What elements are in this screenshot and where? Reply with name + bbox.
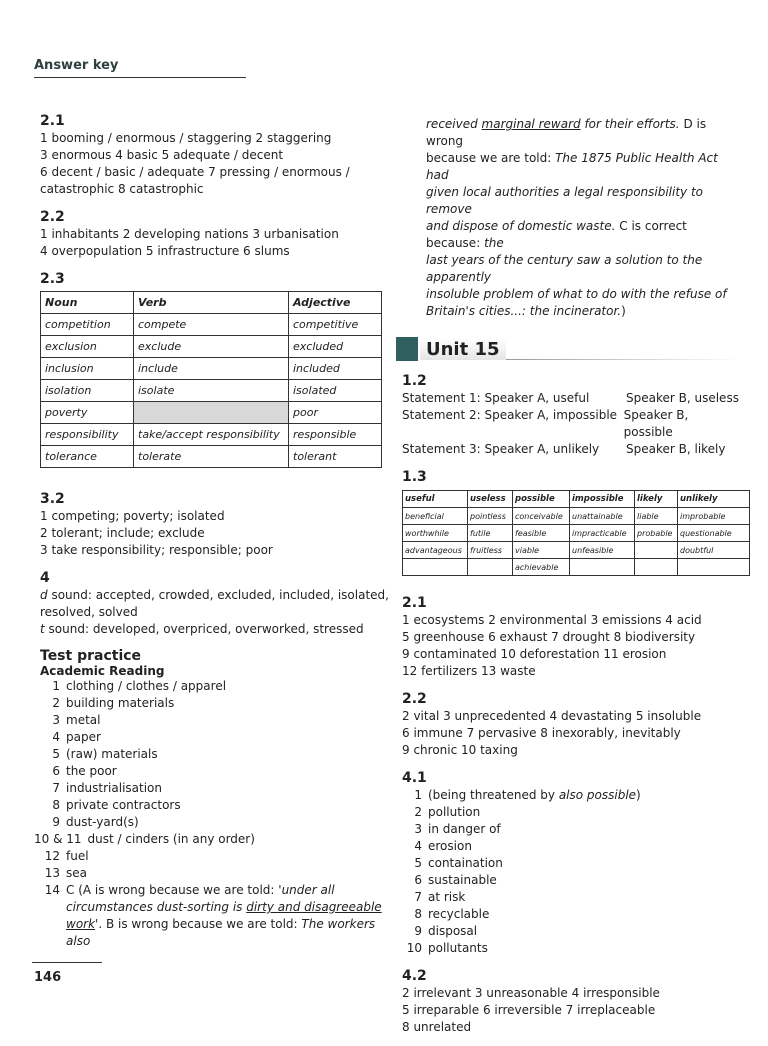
table-header: useful xyxy=(403,491,468,508)
table-cell: fruitless xyxy=(468,542,513,559)
statement-right: Speaker B, possible xyxy=(623,408,689,439)
section-1-2 xyxy=(402,372,740,458)
item-number: 12 xyxy=(44,849,60,863)
table-header-row xyxy=(41,292,382,314)
table-cell: achievable xyxy=(513,559,570,576)
synonyms-table xyxy=(402,490,750,576)
underlined-text: marginal reward xyxy=(481,117,581,131)
item-number: 3 xyxy=(414,822,422,836)
section-2-2 xyxy=(40,208,386,260)
answer-line: 9 contaminated 10 deforestation 11 erosion xyxy=(402,647,667,661)
table-header: likely xyxy=(635,491,678,508)
table-cell: worthwhile xyxy=(403,525,468,542)
text-run: C (A is wrong because we are told: ' xyxy=(66,883,282,897)
quote-run: received xyxy=(426,117,482,131)
d-sound-line xyxy=(40,587,389,604)
item-number: 10 & 11 xyxy=(34,832,82,846)
item-number: 8 xyxy=(414,907,422,921)
item-number: 9 xyxy=(414,924,422,938)
list-item xyxy=(40,797,386,814)
text-run: C is correct because: xyxy=(426,219,687,250)
table-cell xyxy=(570,559,635,576)
unit-title: Unit 15 xyxy=(420,339,506,360)
section-heading: 2.3 xyxy=(40,271,65,287)
quote-run: The 1875 Public Health Act had xyxy=(426,151,718,182)
quote-run: the xyxy=(484,236,504,250)
statement-right: Speaker B, useless xyxy=(626,391,739,405)
table-cell: beneficial xyxy=(403,508,468,525)
item-number: 14 xyxy=(44,883,60,897)
table-cell: futile xyxy=(468,525,513,542)
item-number: 3 xyxy=(52,713,60,727)
section-heading: 1.2 xyxy=(402,373,427,389)
list-item xyxy=(402,838,740,855)
item-text: (raw) materials xyxy=(66,747,158,761)
table-cell: unattainable xyxy=(570,508,635,525)
text-line: given local authorities a legal responsibility to remove xyxy=(426,185,704,216)
table-cell: probable xyxy=(635,525,678,542)
item-text: pollution xyxy=(428,805,481,819)
list-item xyxy=(40,746,386,763)
text-line xyxy=(426,116,740,150)
item-number: 7 xyxy=(414,890,422,904)
quote-run: also possible xyxy=(558,788,637,802)
section-heading: 2.1 xyxy=(402,595,427,611)
list-item xyxy=(40,814,386,831)
table-cell: exclude xyxy=(134,336,289,358)
statement-row xyxy=(402,407,740,441)
table-cell: compete xyxy=(134,314,289,336)
text-line xyxy=(426,150,740,184)
item-14-text xyxy=(66,882,386,950)
table-header: Adjective xyxy=(289,292,382,314)
section-heading: 1.3 xyxy=(402,469,427,485)
answer-line: 1 inhabitants 2 developing nations 3 urbanisation xyxy=(40,227,339,241)
section-heading: 4.2 xyxy=(402,968,427,984)
table-cell: excluded xyxy=(289,336,382,358)
statement-left: Statement 2: Speaker A, impossible xyxy=(402,408,618,422)
item-text: fuel xyxy=(66,849,89,863)
item-text: pollutants xyxy=(428,941,488,955)
list-item xyxy=(34,831,386,848)
statement-left: Statement 1: Speaker A, useful xyxy=(402,391,590,405)
section-4-1 xyxy=(402,769,740,957)
statement-left: Statement 3: Speaker A, unlikely xyxy=(402,442,600,456)
table-row xyxy=(41,402,382,424)
table-cell xyxy=(635,559,678,576)
d-sound-line-cont: resolved, solved xyxy=(40,605,138,619)
item-text: the poor xyxy=(66,764,117,778)
table-cell xyxy=(468,559,513,576)
section-heading: 2.2 xyxy=(40,209,65,225)
section-3-2 xyxy=(40,490,386,559)
table-cell: feasible xyxy=(513,525,570,542)
list-item xyxy=(402,872,740,889)
table-cell: doubtful xyxy=(678,542,750,559)
table-cell: conceivable xyxy=(513,508,570,525)
table-cell: tolerance xyxy=(41,446,134,468)
list-item xyxy=(402,787,740,804)
table-cell: unfeasible xyxy=(570,542,635,559)
list-item xyxy=(402,821,740,838)
quote-run: under all xyxy=(281,883,335,897)
underlined-text: work xyxy=(66,917,96,931)
test-answers xyxy=(34,678,386,950)
text-run: ) xyxy=(636,788,641,802)
item-14-continuation xyxy=(426,116,740,320)
table-header: Verb xyxy=(134,292,289,314)
table-cell: impracticable xyxy=(570,525,635,542)
section-1-3 xyxy=(402,468,740,576)
table-header-row xyxy=(403,491,750,508)
item-number: 13 xyxy=(44,866,60,880)
item-number: 1 xyxy=(414,788,422,802)
test-practice xyxy=(34,648,386,950)
section-heading: 2.2 xyxy=(402,691,427,707)
table-cell: responsible xyxy=(289,424,382,446)
answer-line: 5 greenhouse 6 exhaust 7 drought 8 biodiversity xyxy=(402,630,696,644)
unit-rule xyxy=(506,359,740,360)
item-text: in danger of xyxy=(428,822,501,836)
section-4 xyxy=(40,569,389,638)
table-cell: inclusion xyxy=(41,358,134,380)
text-run: ) xyxy=(621,304,626,318)
answer-line: 2 irrelevant 3 unreasonable 4 irresponsible xyxy=(402,986,660,1000)
statement-row xyxy=(402,441,740,458)
list-item xyxy=(40,780,386,797)
header-title: Answer key xyxy=(34,58,119,73)
section-4-2 xyxy=(402,967,740,1036)
table-cell xyxy=(678,559,750,576)
academic-reading-title: Academic Reading xyxy=(40,664,165,678)
quote-run-underlined xyxy=(246,900,381,914)
item-text: building materials xyxy=(66,696,175,710)
list-item xyxy=(402,906,740,923)
list-item xyxy=(402,940,740,957)
quote-run: and dispose of domestic waste. xyxy=(426,219,616,233)
table-cell: competitive xyxy=(289,314,382,336)
section-heading: 4.1 xyxy=(402,770,427,786)
item-text: paper xyxy=(66,730,101,744)
table-cell: questionable xyxy=(678,525,750,542)
table-cell: isolated xyxy=(289,380,382,402)
page-header xyxy=(34,58,246,78)
list-item xyxy=(40,712,386,729)
text-run: (being threatened by xyxy=(428,788,559,802)
list-item xyxy=(40,678,386,695)
list-item xyxy=(402,889,740,906)
right-column xyxy=(400,116,740,1046)
section-2-1-right xyxy=(402,594,740,680)
d-label: d xyxy=(40,588,48,602)
table-cell: poverty xyxy=(41,402,134,424)
table-row xyxy=(41,336,382,358)
test-practice-title: Test practice xyxy=(40,648,142,664)
item-text: dust / cinders (in any order) xyxy=(87,832,255,846)
quote-run-underlined xyxy=(66,917,95,931)
table-row xyxy=(41,358,382,380)
answer-line: 3 enormous 4 basic 5 adequate / decent xyxy=(40,148,284,162)
answer-line: 5 irreparable 6 irreversible 7 irreplaceable xyxy=(402,1003,656,1017)
table-cell: exclusion xyxy=(41,336,134,358)
quote-run: Britain's cities...: the incinerator. xyxy=(426,304,622,318)
item-number: 5 xyxy=(52,747,60,761)
item-number: 10 xyxy=(406,941,422,955)
table-cell xyxy=(403,559,468,576)
section-2-2-right xyxy=(402,690,740,759)
footer-rule xyxy=(32,962,102,963)
item-text: private contractors xyxy=(66,798,181,812)
unit-heading xyxy=(396,336,740,362)
answer-line: 9 chronic 10 taxing xyxy=(402,743,518,757)
statement-right: Speaker B, likely xyxy=(626,442,726,456)
item-number: 8 xyxy=(52,798,60,812)
item-text xyxy=(428,787,641,804)
list-item xyxy=(40,763,386,780)
table-header: Noun xyxy=(41,292,134,314)
table-row xyxy=(41,380,382,402)
answer-line: 3 take responsibility; responsible; poor xyxy=(40,543,273,557)
table-cell: improbable xyxy=(678,508,750,525)
item-number: 4 xyxy=(414,839,422,853)
table-row xyxy=(403,508,750,525)
text-line xyxy=(426,218,740,252)
table-cell: competition xyxy=(41,314,134,336)
section-2-1 xyxy=(40,112,386,198)
answer-line: catastrophic 8 catastrophic xyxy=(40,182,204,196)
item-text: clothing / clothes / apparel xyxy=(66,679,227,693)
answer-line: 1 booming / enormous / staggering 2 staggering xyxy=(40,131,332,145)
quote-run: circumstances dust-sorting is xyxy=(66,900,247,914)
item-number: 4 xyxy=(52,730,60,744)
table-cell: isolate xyxy=(134,380,289,402)
answer-line: 6 decent / basic / adequate 7 pressing / enormous / xyxy=(40,165,350,179)
table-cell: tolerant xyxy=(289,446,382,468)
item-text: disposal xyxy=(428,924,478,938)
answer-line: 2 vital 3 unprecedented 4 devastating 5 insoluble xyxy=(402,709,702,723)
list-item xyxy=(40,695,386,712)
word-forms-table xyxy=(40,291,382,468)
item-text: containation xyxy=(428,856,503,870)
item-text: erosion xyxy=(428,839,472,853)
table-cell xyxy=(635,542,678,559)
section-heading: 4 xyxy=(40,570,50,586)
item-number: 6 xyxy=(52,764,60,778)
text-line xyxy=(426,303,740,320)
table-header: unlikely xyxy=(678,491,750,508)
list-item-14 xyxy=(40,882,386,950)
table-header: useless xyxy=(468,491,513,508)
item-text: metal xyxy=(66,713,101,727)
table-cell: isolation xyxy=(41,380,134,402)
table-row xyxy=(403,525,750,542)
t-sound-line xyxy=(40,621,386,638)
table-row xyxy=(403,559,750,576)
item-number: 5 xyxy=(414,856,422,870)
table-cell-shaded xyxy=(134,402,289,424)
answer-line: 8 unrelated xyxy=(402,1020,472,1034)
answer-line: 2 tolerant; include; exclude xyxy=(40,526,205,540)
table-header: possible xyxy=(513,491,570,508)
item-text: at risk xyxy=(428,890,466,904)
text-line: insoluble problem of what to do with the refuse of xyxy=(426,287,727,301)
item-text: sea xyxy=(66,866,87,880)
quote-run: for their efforts. xyxy=(580,117,680,131)
item-text: industrialisation xyxy=(66,781,162,795)
answer-line: 4 overpopulation 5 infrastructure 6 slums xyxy=(40,244,290,258)
table-cell: included xyxy=(289,358,382,380)
text-line: last years of the century saw a solution to the apparently xyxy=(426,253,703,284)
list-item xyxy=(40,848,386,865)
list-item xyxy=(402,804,740,821)
item-text: sustainable xyxy=(428,873,497,887)
table-row xyxy=(403,542,750,559)
t-label: t xyxy=(40,622,45,636)
unit-marker xyxy=(396,337,418,361)
page-number: 146 xyxy=(34,970,62,985)
answer-line: 1 ecosystems 2 environmental 3 emissions 4 acid xyxy=(402,613,702,627)
item-number: 2 xyxy=(414,805,422,819)
table-cell: responsibility xyxy=(41,424,134,446)
list-item xyxy=(40,865,386,882)
d-sound-text: sound: accepted, crowded, excluded, included, isolated, xyxy=(47,588,389,602)
text-run: '. B is wrong because we are told: xyxy=(95,917,302,931)
quote-run-underlined xyxy=(482,117,581,131)
list-item xyxy=(402,855,740,872)
item-number: 6 xyxy=(414,873,422,887)
list-item xyxy=(40,729,386,746)
table-header: impossible xyxy=(570,491,635,508)
list-item xyxy=(402,923,740,940)
table-cell: advantageous xyxy=(403,542,468,559)
section-heading: 3.2 xyxy=(40,491,65,507)
item-number: 1 xyxy=(52,679,60,693)
table-cell: include xyxy=(134,358,289,380)
section-2-3 xyxy=(40,270,386,468)
answers-4-1 xyxy=(402,787,740,957)
text-run: D is wrong xyxy=(426,117,707,148)
text-run: because we are told: xyxy=(426,151,556,165)
table-cell: take/accept responsibility xyxy=(134,424,289,446)
answer-line: 6 immune 7 pervasive 8 inexorably, inevitably xyxy=(402,726,681,740)
table-row xyxy=(41,424,382,446)
quote-run: The workers also xyxy=(66,917,376,948)
answer-line: 12 fertilizers 13 waste xyxy=(402,664,536,678)
table-cell: poor xyxy=(289,402,382,424)
table-cell: viable xyxy=(513,542,570,559)
item-number: 2 xyxy=(52,696,60,710)
table-cell: liable xyxy=(635,508,678,525)
item-text: dust-yard(s) xyxy=(66,815,139,829)
item-text: recyclable xyxy=(428,907,490,921)
statement-row xyxy=(402,390,740,407)
table-cell: pointless xyxy=(468,508,513,525)
table-row xyxy=(41,446,382,468)
t-sound-text: sound: developed, overpriced, overworked, stressed xyxy=(44,622,364,636)
table-cell: tolerate xyxy=(134,446,289,468)
left-column xyxy=(34,112,389,960)
answer-line: 1 competing; poverty; isolated xyxy=(40,509,225,523)
underlined-text: dirty and disagreeable xyxy=(246,900,382,914)
table-row xyxy=(41,314,382,336)
item-number: 7 xyxy=(52,781,60,795)
item-number: 9 xyxy=(52,815,60,829)
section-heading: 2.1 xyxy=(40,113,65,129)
